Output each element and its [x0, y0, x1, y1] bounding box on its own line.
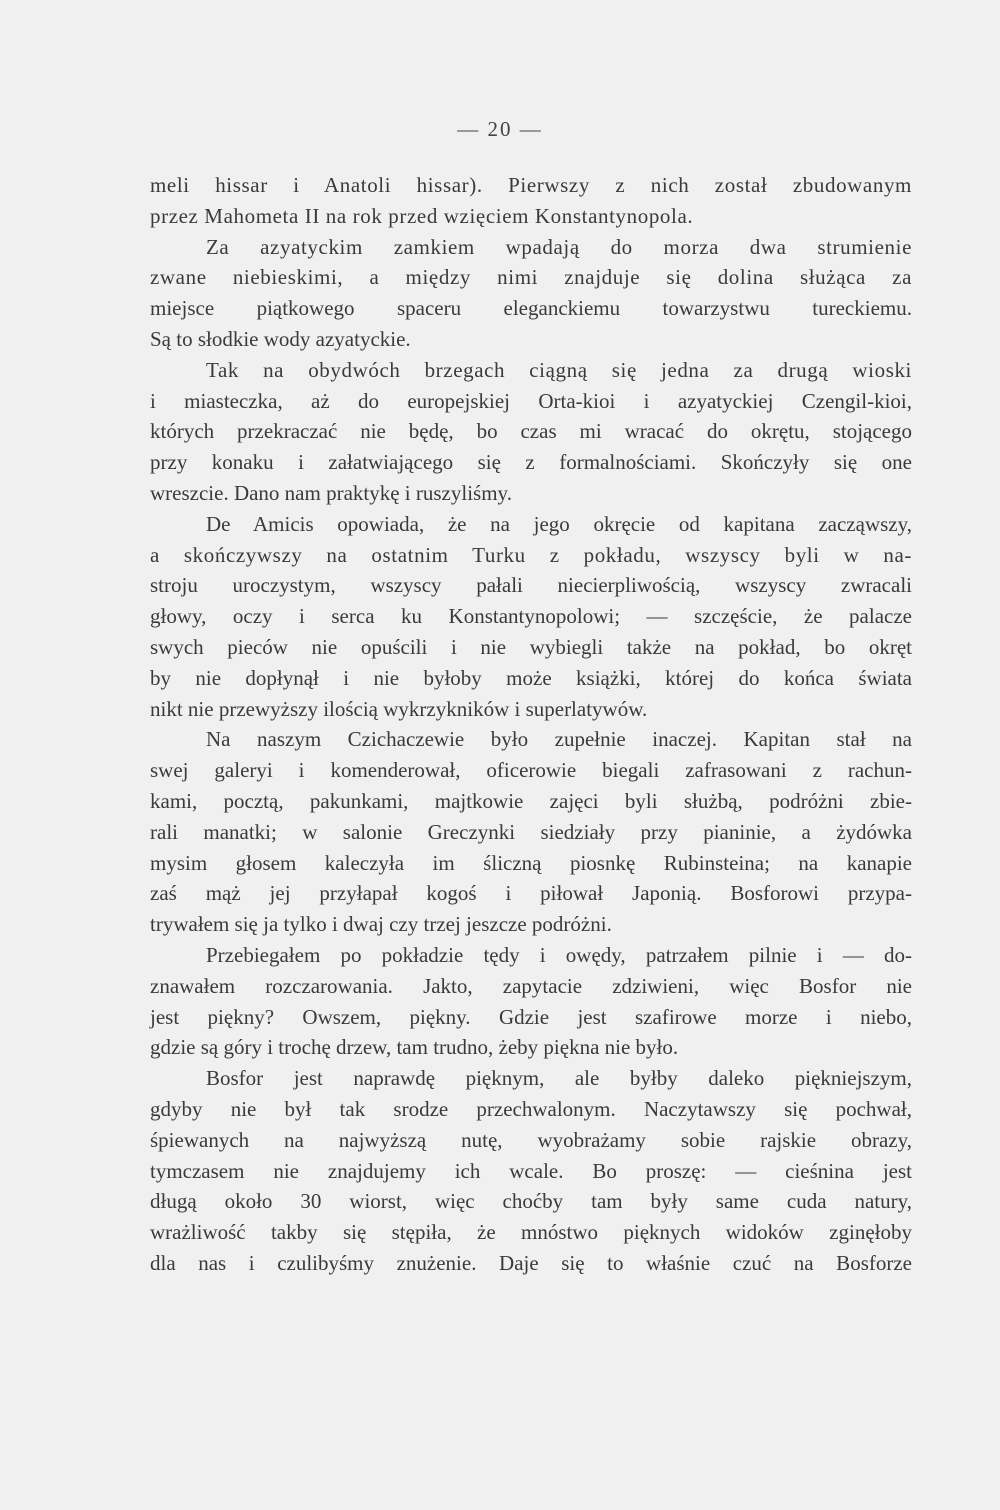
text-line: długą około 30 wiorst, więc choćby tam były same cuda natury,: [150, 1189, 912, 1214]
text-line: znawałem rozczarowania. Jakto, zapytacie zdziwieni, więc Bosfor nie: [150, 973, 912, 998]
text-line: gdyby nie był tak srodze przechwalonym. Naczytawszy się pochwał,: [150, 1096, 912, 1121]
text-line: swych pieców nie opuścili i nie wybiegli także na pokład, bo okręt: [150, 634, 912, 659]
text-line: i miasteczka, aż do europejskiej Orta-kioi i azyatyckiej Czengil-kioi,: [150, 388, 912, 413]
text-line: jest piękny? Owszem, piękny. Gdzie jest szafirowe morze i niebo,: [150, 1004, 912, 1029]
text-line: zwane niebieskimi, a między nimi znajduje się dolina służąca za: [150, 265, 912, 290]
text-line: tymczasem nie znajdujemy ich wcale. Bo proszę: — cieśnina jest: [150, 1158, 912, 1183]
text-line: mysim głosem kaleczyła im śliczną piosnkę Rubinsteina; na kanapie: [150, 850, 912, 875]
paragraph: [150, 940, 912, 1063]
text-line: stroju uroczystym, wszyscy pałali niecierpliwością, wszyscy zwracali: [150, 573, 912, 598]
text-line: głowy, oczy i serca ku Konstantynopolowi; — szczęście, że palacze: [150, 604, 912, 629]
text-line: kami, pocztą, pakunkami, majtkowie zajęci byli służbą, podróżni zbie-: [150, 788, 912, 813]
text-line: rali manatki; w salonie Greczynki siedziały przy pianinie, a żydówka: [150, 819, 912, 844]
text-line: miejsce piątkowego spaceru eleganckiemu towarzystwu tureckiemu.: [150, 296, 912, 321]
text-line: Bosfor jest naprawdę pięknym, ale byłby daleko piękniejszym,: [206, 1066, 912, 1091]
text-line: a skończywszy na ostatnim Turku z pokładu, wszyscy byli w na-: [150, 542, 912, 567]
paragraph: [150, 232, 912, 355]
text-line: których przekraczać nie będę, bo czas mi wracać do okrętu, stojącego: [150, 419, 912, 444]
text-line: przy konaku i załatwiającego się z formalnościami. Skończyły się one: [150, 450, 912, 475]
paragraph: [150, 355, 912, 509]
text-line: Tak na obydwóch brzegach ciągną się jedna za drugą wioski: [206, 357, 912, 382]
text-line: wreszcie. Dano nam praktykę i ruszyliśmy.: [150, 480, 512, 505]
body-text: [150, 170, 912, 1279]
text-line: dla nas i czulibyśmy znużenie. Daje się to właśnie czuć na Bosforze: [150, 1250, 912, 1275]
text-line: De Amicis opowiada, że na jego okręcie od kapitana zacząwszy,: [206, 511, 912, 536]
text-line: śpiewanych na najwyższą nutę, wyobrażamy sobie rajskie obrazy,: [150, 1127, 912, 1152]
text-line: gdzie są góry i trochę drzew, tam trudno, żeby piękna nie było.: [150, 1035, 679, 1060]
text-line: meli hissar i Anatoli hissar). Pierwszy z nich został zbudowanym: [150, 173, 912, 197]
page-number: — 20 —: [457, 117, 543, 141]
text-line: Na naszym Czichaczewie było zupełnie inaczej. Kapitan stał na: [206, 727, 912, 752]
text-line: by nie dopłynął i nie byłoby może książki, której do końca świata: [150, 665, 912, 690]
paragraph: [150, 1063, 912, 1279]
text-line: przez Mahometa II na rok przed wzięciem Konstantynopola.: [150, 203, 694, 228]
text-line: nikt nie przewyższy ilością wykrzykników i superlatywów.: [150, 696, 648, 721]
text-line: Za azyatyckim zamkiem wpadają do morza dwa strumienie: [206, 234, 912, 259]
text-line: trywałem się ja tylko i dwaj czy trzej jeszcze podróżni.: [150, 912, 612, 937]
text-line: zaś mąż jej przyłapał kogoś i piłował Japonią. Bosforowi przypa-: [150, 881, 912, 906]
paragraph: [150, 170, 912, 232]
paragraph: [150, 724, 912, 940]
text-line: wrażliwość takby się stępiła, że mnóstwo pięknych widoków zginęłoby: [150, 1220, 912, 1245]
text-line: Przebiegałem po pokładzie tędy i owędy, patrzałem pilnie i — do-: [206, 942, 912, 967]
text-line: swej galeryi i komenderował, oficerowie biegali zafrasowani z rachun-: [150, 758, 912, 783]
text-line: Są to słodkie wody azyatyckie.: [150, 326, 411, 351]
paragraph: [150, 509, 912, 725]
